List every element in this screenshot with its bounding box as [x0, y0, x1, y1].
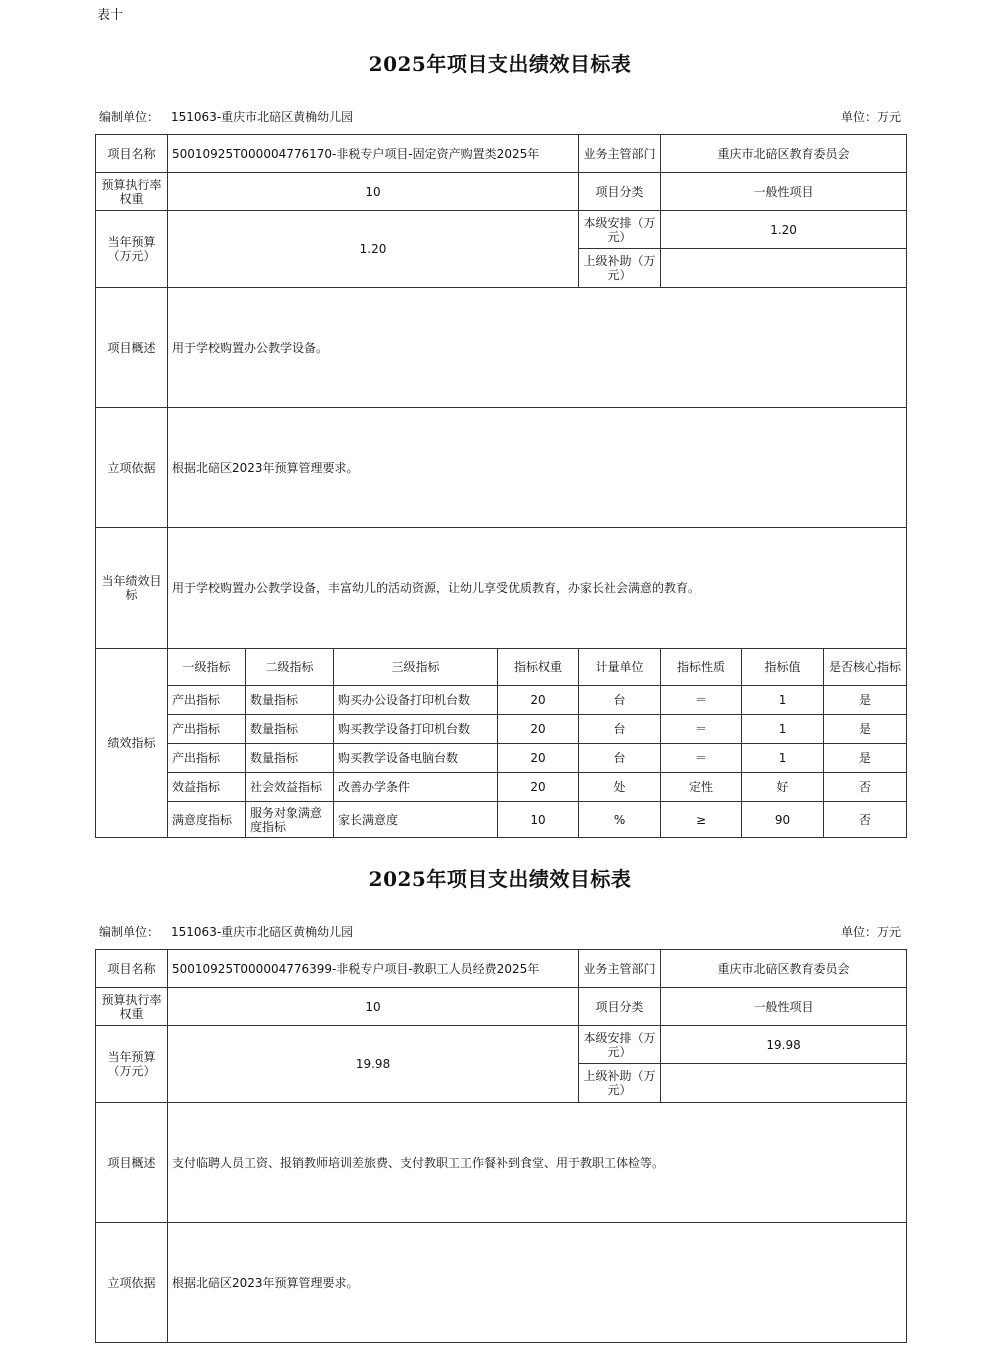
basis-label: 立项依据 — [96, 1223, 168, 1343]
table-number-label: 表十 — [97, 8, 124, 23]
table-cell: 社会效益指标 — [246, 773, 334, 802]
project-name-value: 50010925T000004776170-非税专户项目-固定资产购置类2025年 — [168, 135, 579, 173]
row-basis — [96, 1223, 907, 1343]
table-cell: 好 — [742, 773, 824, 802]
performance-table — [95, 949, 907, 1343]
table-cell: 20 — [498, 773, 579, 802]
table-cell: 产出指标 — [168, 715, 246, 744]
indicator-header-row — [96, 649, 907, 686]
row-goal — [96, 528, 907, 649]
table-cell: 1 — [742, 744, 824, 773]
table-row — [96, 715, 907, 744]
category-label: 项目分类 — [579, 988, 661, 1026]
subsidy-label: 上级补助（万元） — [579, 1064, 661, 1103]
org-label: 编制单位： — [99, 110, 160, 124]
table-cell: ＝ — [661, 715, 742, 744]
column-header: 三级指标 — [334, 649, 498, 686]
table-cell: 数量指标 — [246, 686, 334, 715]
table-row — [96, 773, 907, 802]
table-cell: 改善办学条件 — [334, 773, 498, 802]
budget-value: 19.98 — [168, 1026, 579, 1103]
table-row — [96, 744, 907, 773]
row-project-name — [96, 135, 907, 173]
local-value: 19.98 — [661, 1026, 907, 1064]
column-header: 一级指标 — [168, 649, 246, 686]
row-basis — [96, 408, 907, 528]
row-weight — [96, 988, 907, 1026]
row-budget — [96, 211, 907, 249]
weight-label: 预算执行率权重 — [96, 988, 168, 1026]
table-cell: 20 — [498, 715, 579, 744]
table-cell: 台 — [579, 715, 661, 744]
table-cell: 1 — [742, 715, 824, 744]
table-cell: ＝ — [661, 686, 742, 715]
table-cell: 服务对象满意度指标 — [246, 802, 334, 838]
org-info — [99, 923, 353, 940]
org-value: 151063-重庆市北碚区黄桷幼儿园 — [171, 110, 354, 124]
overview-value: 用于学校购置办公教学设备。 — [168, 288, 907, 408]
dept-value: 重庆市北碚区教育委员会 — [661, 950, 907, 988]
column-header: 二级指标 — [246, 649, 334, 686]
table-cell: 台 — [579, 686, 661, 715]
basis-value: 根据北碚区2023年预算管理要求。 — [168, 1223, 907, 1343]
column-header: 指标值 — [742, 649, 824, 686]
indicator-label: 绩效指标 — [96, 649, 168, 838]
table-cell: % — [579, 802, 661, 838]
table-cell: 10 — [498, 802, 579, 838]
column-header: 计量单位 — [579, 649, 661, 686]
local-label: 本级安排（万元） — [579, 1026, 661, 1064]
table-cell: 效益指标 — [168, 773, 246, 802]
subsidy-value — [661, 249, 907, 288]
overview-label: 项目概述 — [96, 288, 168, 408]
org-value: 151063-重庆市北碚区黄桷幼儿园 — [171, 925, 354, 939]
table-row — [96, 802, 907, 838]
table-cell: 产出指标 — [168, 686, 246, 715]
goal-label: 当年绩效目标 — [96, 528, 168, 649]
table-cell: 是 — [824, 686, 907, 715]
table-cell: ≥ — [661, 802, 742, 838]
project-name-label: 项目名称 — [96, 950, 168, 988]
table-cell: 定性 — [661, 773, 742, 802]
overview-value: 支付临聘人员工资、报销教师培训差旅费、支付教职工工作餐补到食堂、用于教职工体检等。 — [168, 1103, 907, 1223]
org-info — [99, 108, 353, 125]
weight-value: 10 — [168, 988, 579, 1026]
row-overview — [96, 288, 907, 408]
table-cell: 处 — [579, 773, 661, 802]
budget-label: 当年预算（万元） — [96, 211, 168, 288]
table-cell: 否 — [824, 773, 907, 802]
budget-value: 1.20 — [168, 211, 579, 288]
table-row — [96, 686, 907, 715]
local-value: 1.20 — [661, 211, 907, 249]
dept-value: 重庆市北碚区教育委员会 — [661, 135, 907, 173]
subsidy-value — [661, 1064, 907, 1103]
subsidy-label: 上级补助（万元） — [579, 249, 661, 288]
table-cell: 20 — [498, 744, 579, 773]
column-header: 是否核心指标 — [824, 649, 907, 686]
table-cell: 是 — [824, 715, 907, 744]
category-value: 一般性项目 — [661, 173, 907, 211]
performance-table — [95, 134, 907, 838]
project-name-value: 50010925T000004776399-非税专户项目-教职工人员经费2025年 — [168, 950, 579, 988]
table-cell: 购买办公设备打印机台数 — [334, 686, 498, 715]
column-header: 指标性质 — [661, 649, 742, 686]
row-project-name — [96, 950, 907, 988]
budget-label: 当年预算（万元） — [96, 1026, 168, 1103]
org-label: 编制单位： — [99, 925, 160, 939]
table-cell: 满意度指标 — [168, 802, 246, 838]
weight-value: 10 — [168, 173, 579, 211]
local-label: 本级安排（万元） — [579, 211, 661, 249]
basis-value: 根据北碚区2023年预算管理要求。 — [168, 408, 907, 528]
table-cell: 数量指标 — [246, 744, 334, 773]
table-cell: 购买教学设备电脑台数 — [334, 744, 498, 773]
table-cell: 1 — [742, 686, 824, 715]
basis-label: 立项依据 — [96, 408, 168, 528]
row-overview — [96, 1103, 907, 1223]
dept-label: 业务主管部门 — [579, 135, 661, 173]
dept-label: 业务主管部门 — [579, 950, 661, 988]
table-cell: ＝ — [661, 744, 742, 773]
table-cell: 购买教学设备打印机台数 — [334, 715, 498, 744]
table-cell: 20 — [498, 686, 579, 715]
row-weight — [96, 173, 907, 211]
table-title: 2025年项目支出绩效目标表 — [368, 867, 632, 891]
column-header: 指标权重 — [498, 649, 579, 686]
goal-value: 用于学校购置办公教学设备，丰富幼儿的活动资源，让幼儿享受优质教育，办家长社会满意的教育。 — [168, 528, 907, 649]
table-cell: 90 — [742, 802, 824, 838]
row-budget — [96, 1026, 907, 1064]
category-label: 项目分类 — [579, 173, 661, 211]
category-value: 一般性项目 — [661, 988, 907, 1026]
table-title: 2025年项目支出绩效目标表 — [368, 52, 632, 76]
table-cell: 否 — [824, 802, 907, 838]
unit-label: 单位：万元 — [840, 110, 901, 124]
unit-label: 单位：万元 — [840, 925, 901, 939]
weight-label: 预算执行率权重 — [96, 173, 168, 211]
overview-label: 项目概述 — [96, 1103, 168, 1223]
table-cell: 家长满意度 — [334, 802, 498, 838]
table-cell: 产出指标 — [168, 744, 246, 773]
table-cell: 数量指标 — [246, 715, 334, 744]
project-name-label: 项目名称 — [96, 135, 168, 173]
table-cell: 台 — [579, 744, 661, 773]
table-cell: 是 — [824, 744, 907, 773]
